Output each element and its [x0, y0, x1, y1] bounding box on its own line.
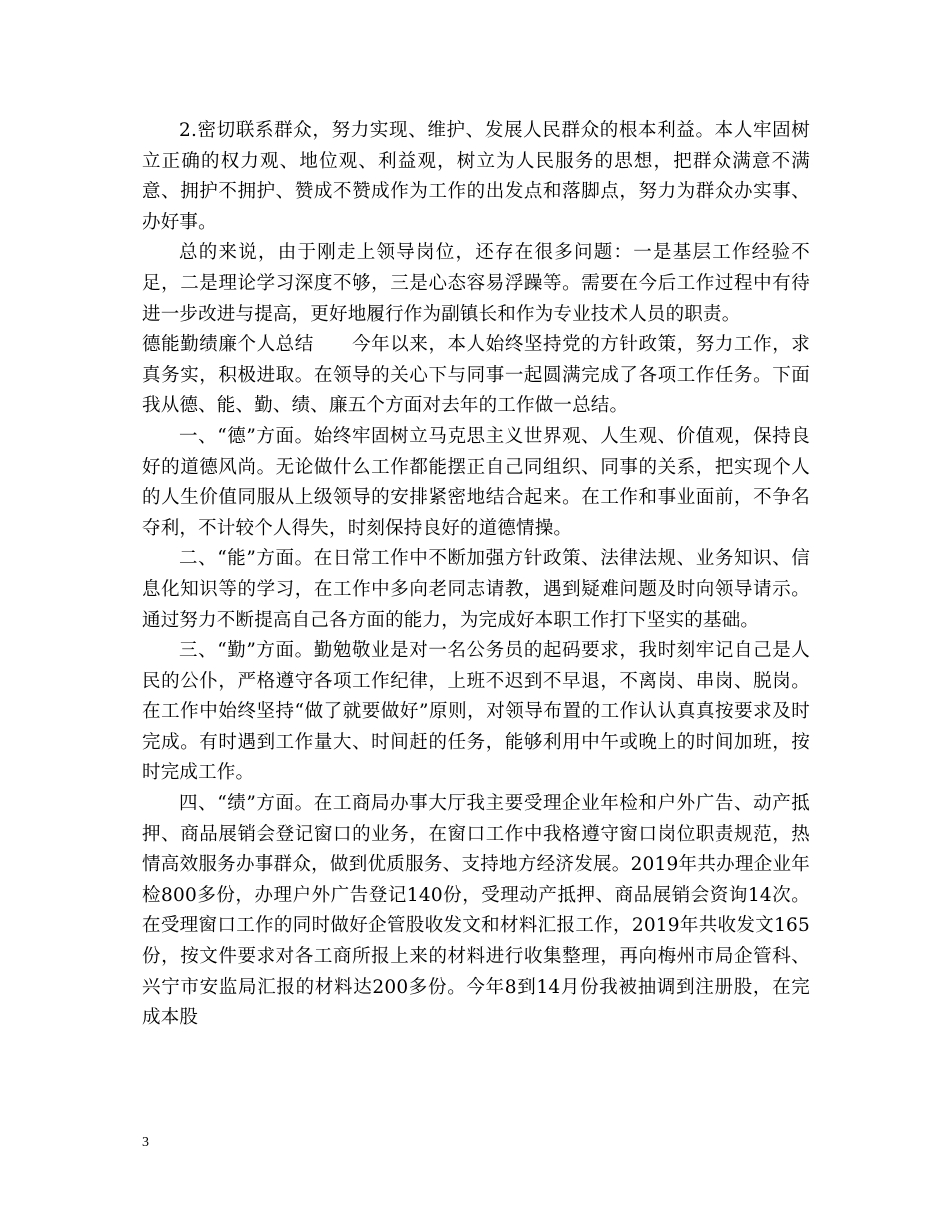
paragraph-5: 二、“能”方面。在日常工作中不断加强方针政策、法律法规、业务知识、信息化知识等的学习，在工作中多向老同志请教，遇到疑难问题及时向领导请示。通过努力不断提高自己各方面的能力，为完成好本职工作打下坚实的基础。 — [142, 548, 810, 631]
page-number: 3 — [142, 1135, 149, 1150]
paragraph-3: 德能勤绩廉个人总结 今年以来，本人始终坚持党的方针政策，努力工作，求真务实，积极进取。在领导的关心下与同事一起圆满完成了各项工作任务。下面我从德、能、勤、绩、廉五个方面对去年的工作做一总结。 — [142, 334, 810, 417]
paragraph-7: 四、“绩”方面。在工商局办事大厅我主要受理企业年检和户外广告、动产抵押、商品展销会登记窗口的业务，在窗口工作中我格遵守窗口岗位职责规范，热情高效服务办事群众，做到优质服务、支持地方经济发展。2019年共办理企业年检800多份，办理户外广告登记140份，受理动产抵押、商品展销会资询14次。在受理窗口工作的同时做好企管股收发文和材料汇报工作，2019年共收发文165份，按文件要求对各工商所报上来的材料进行收集整理，再向梅州市局企管科、兴宁市安监局汇报的材料达200多份。今年8到14月份我被抽调到注册股，在完成本股 — [142, 793, 810, 1029]
body-text — [142, 116, 810, 1034]
paragraph-2: 总的来说，由于刚走上领导岗位，还存在很多问题：一是基层工作经验不足，二是理论学习深度不够，三是心态容易浮躁等。需要在今后工作过程中有待进一步改进与提高，更好地履行作为副镇长和作为专业技术人员的职责。 — [142, 242, 810, 325]
paragraph-6: 三、“勤”方面。勤勉敬业是对一名公务员的起码要求，我时刻牢记自己是人民的公仆，严格遵守各项工作纪律，上班不迟到不早退，不离岗、串岗、脱岗。在工作中始终坚持“做了就要做好”原则，对领导布置的工作认认真真按要求及时完成。有时遇到工作量大、时间赶的任务，能够利用中午或晚上的时间加班，按时完成工作。 — [142, 640, 810, 784]
paragraph-4: 一、“德”方面。始终牢固树立马克思主义世界观、人生观、价值观，保持良好的道德风尚。无论做什么工作都能摆正自己同组织、同事的关系，把实现个人的人生价值同服从上级领导的安排紧密地结合起来。在工作和事业面前，不争名夺利，不计较个人得失，时刻保持良好的道德情操。 — [142, 425, 810, 539]
paragraph-1: 2.密切联系群众，努力实现、维护、发展人民群众的根本利益。本人牢固树立正确的权力观、地位观、利益观，树立为人民服务的思想，把群众满意不满意、拥护不拥护、赞成不赞成作为工作的出发点和落脚点，努力为群众办实事、办好事。 — [142, 120, 810, 233]
